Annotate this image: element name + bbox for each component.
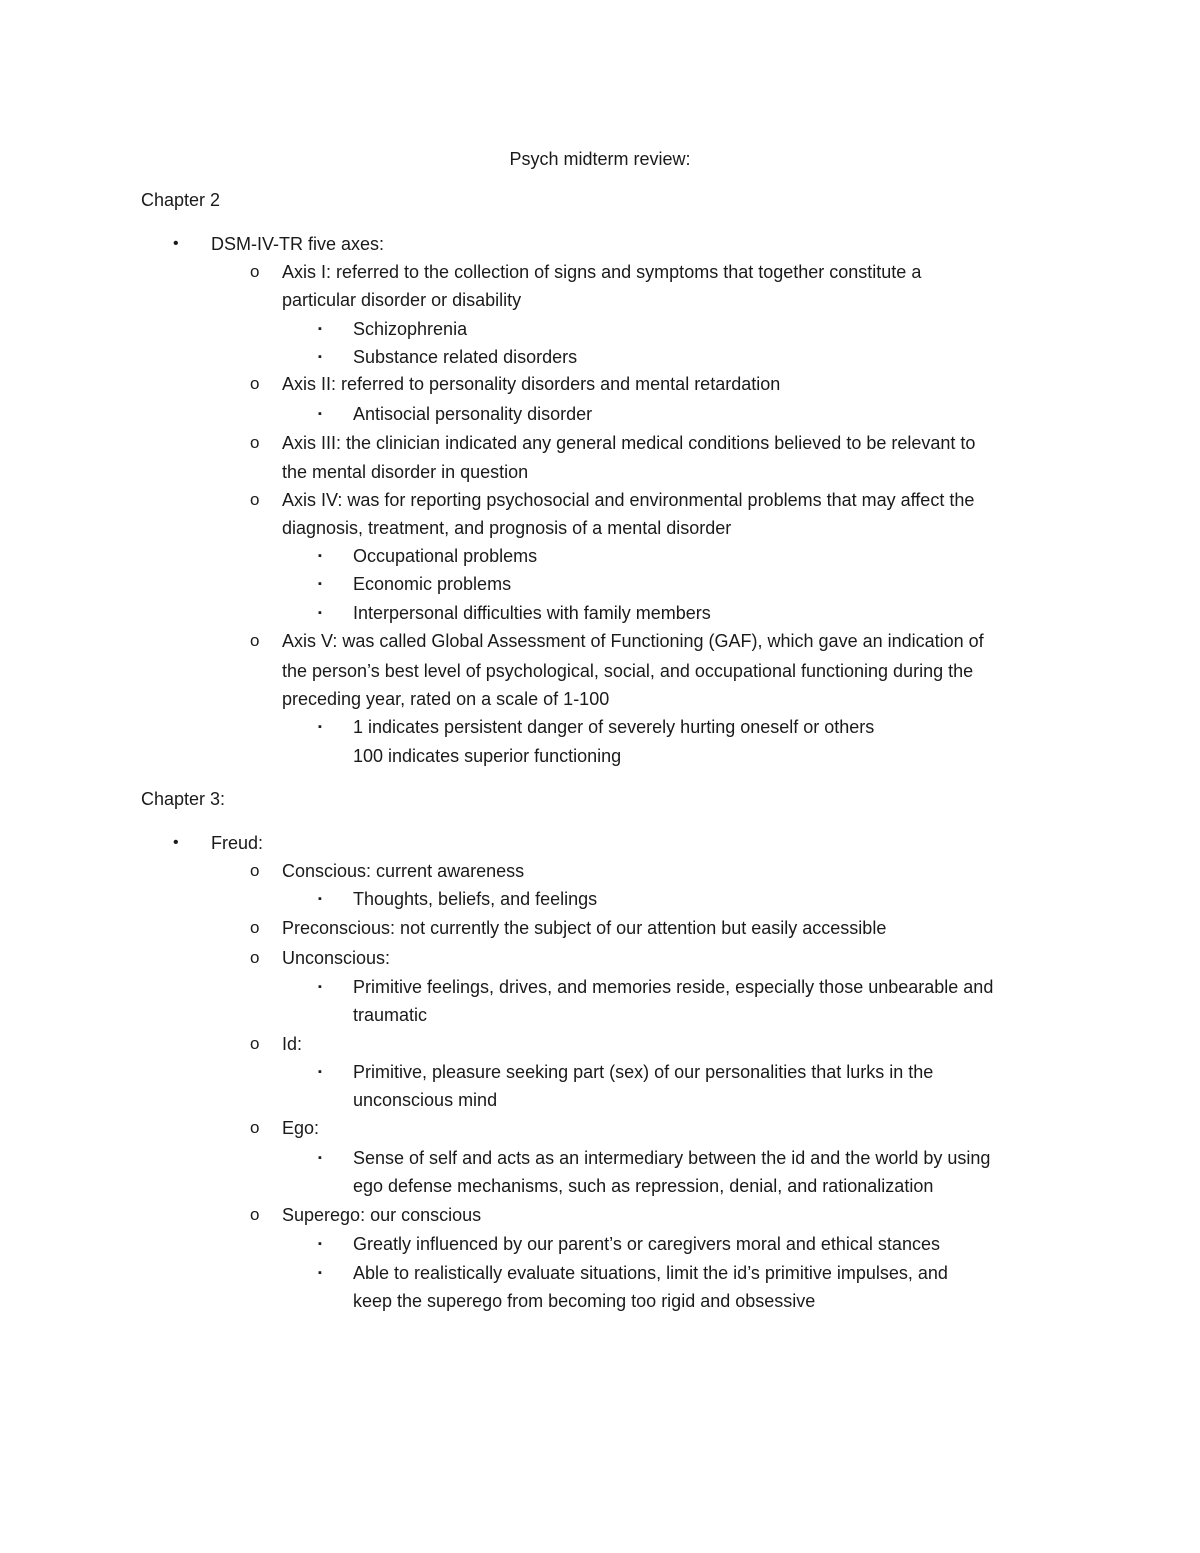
circle-marker: o — [250, 1205, 260, 1224]
circle-marker: o — [250, 918, 260, 937]
square-marker: ▪ — [318, 721, 322, 733]
square-marker: ▪ — [318, 550, 322, 562]
circle-marker: o — [250, 861, 260, 880]
axis-2-line: Axis II: referred to personality disorders and mental retardation — [282, 374, 781, 394]
chapter-2-heading: Chapter 2 — [141, 190, 221, 210]
bullet-marker: • — [173, 834, 179, 851]
chapter-3-heading: Chapter 3: — [141, 789, 226, 809]
id-line: Id: — [282, 1034, 303, 1054]
dsm-heading: DSM-IV-TR five axes: — [211, 234, 385, 254]
square-marker: ▪ — [318, 1238, 322, 1250]
square-marker: ▪ — [318, 981, 322, 993]
bullet-marker: • — [173, 235, 179, 252]
square-marker: ▪ — [318, 351, 322, 363]
axis-4-item: Economic problems — [353, 574, 512, 594]
axis-3-line: the mental disorder in question — [282, 462, 529, 482]
axis-1-line: particular disorder or disability — [282, 290, 522, 310]
ego-item: Sense of self and acts as an intermediary between the id and the world by using — [353, 1148, 991, 1168]
axis-2-item: Antisocial personality disorder — [353, 404, 593, 424]
document-title: Psych midterm review: — [509, 149, 691, 169]
superego-line: Superego: our conscious — [282, 1205, 482, 1225]
axis-1-line: Axis I: referred to the collection of signs and symptoms that together constitute a — [282, 262, 922, 282]
axis-4-line: diagnosis, treatment, and prognosis of a mental disorder — [282, 518, 732, 538]
axis-5-line: Axis V: was called Global Assessment of Functioning (GAF), which gave an indication of — [282, 631, 984, 651]
ego-line: Ego: — [282, 1118, 320, 1138]
superego-item: Able to realistically evaluate situations, limit the id’s primitive impulses, and — [353, 1263, 948, 1283]
id-item: unconscious mind — [353, 1090, 498, 1110]
id-item: Primitive, pleasure seeking part (sex) of our personalities that lurks in the — [353, 1062, 934, 1082]
circle-marker: o — [250, 433, 260, 452]
circle-marker: o — [250, 948, 260, 967]
superego-item: keep the superego from becoming too rigid and obsessive — [353, 1291, 816, 1311]
circle-marker: o — [250, 262, 260, 281]
axis-5-item: 1 indicates persistent danger of severely hurting oneself or others — [353, 717, 875, 737]
circle-marker: o — [250, 374, 260, 393]
square-marker: ▪ — [318, 607, 322, 619]
unconscious-line: Unconscious: — [282, 948, 391, 968]
square-marker: ▪ — [318, 1267, 322, 1279]
conscious-line: Conscious: current awareness — [282, 861, 525, 881]
square-marker: ▪ — [318, 323, 322, 335]
axis-1-item: Substance related disorders — [353, 347, 578, 367]
axis-5-line: preceding year, rated on a scale of 1-100 — [282, 689, 610, 709]
ego-item: ego defense mechanisms, such as repression, denial, and rationalization — [353, 1176, 934, 1196]
freud-heading: Freud: — [211, 833, 264, 853]
circle-marker: o — [250, 1034, 260, 1053]
axis-5-item: 100 indicates superior functioning — [353, 746, 622, 766]
axis-5-line: the person’s best level of psychological, social, and occupational functioning during the — [282, 661, 974, 681]
superego-item: Greatly influenced by our parent’s or caregivers moral and ethical stances — [353, 1234, 940, 1254]
unconscious-item: Primitive feelings, drives, and memories reside, especially those unbearable and — [353, 977, 994, 997]
circle-marker: o — [250, 1118, 260, 1137]
preconscious-line: Preconscious: not currently the subject of our attention but easily accessible — [282, 918, 887, 938]
circle-marker: o — [250, 490, 260, 509]
conscious-item: Thoughts, beliefs, and feelings — [353, 889, 598, 909]
square-marker: ▪ — [318, 1066, 322, 1078]
circle-marker: o — [250, 631, 260, 650]
axis-4-line: Axis IV: was for reporting psychosocial and environmental problems that may affect the — [282, 490, 975, 510]
unconscious-item: traumatic — [353, 1005, 428, 1025]
axis-4-item: Interpersonal difficulties with family members — [353, 603, 711, 623]
square-marker: ▪ — [318, 893, 322, 905]
axis-4-item: Occupational problems — [353, 546, 538, 566]
axis-1-item: Schizophrenia — [353, 319, 468, 339]
square-marker: ▪ — [318, 578, 322, 590]
square-marker: ▪ — [318, 408, 322, 420]
square-marker: ▪ — [318, 1152, 322, 1164]
axis-3-line: Axis III: the clinician indicated any general medical conditions believed to be relevant to — [282, 433, 976, 453]
